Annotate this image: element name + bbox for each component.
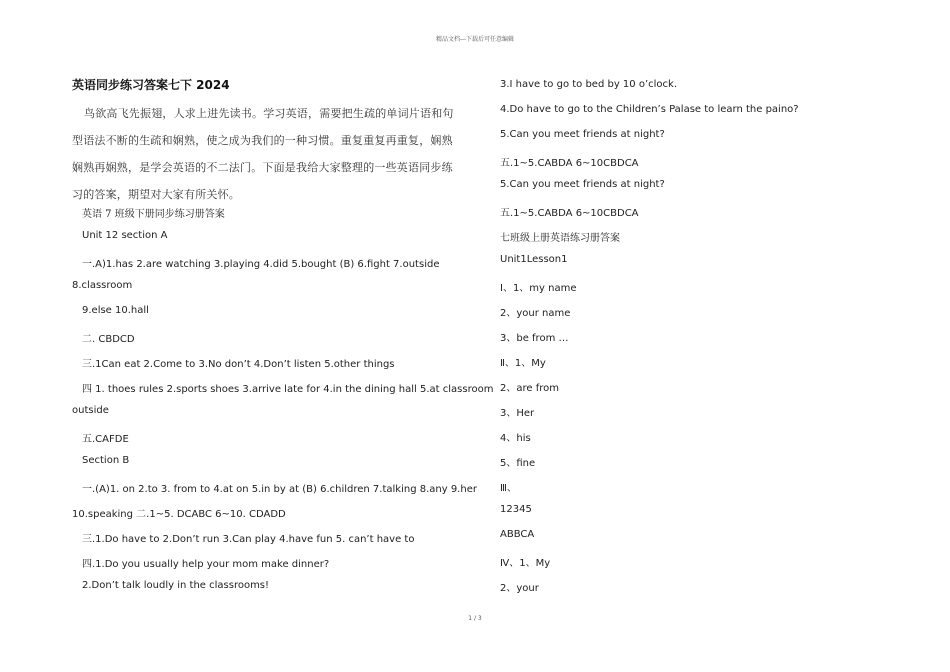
text-line: 4、his <box>500 433 531 444</box>
text-line: Ⅱ、1、My <box>500 358 546 369</box>
text-line: 5.Can you meet friends at night? <box>500 129 665 140</box>
text-line: 2、your <box>500 583 539 594</box>
text-line: 5、fine <box>500 458 536 469</box>
text-line: 2.Don’t talk loudly in the classrooms! <box>82 580 270 591</box>
text-line: 英语 7 班级下册同步练习册答案 <box>82 209 225 220</box>
document-title: 英语同步练习答案七下 2024 <box>72 78 230 92</box>
text-line: outside <box>72 405 109 416</box>
text-line: 四.1.Do you usually help your mom make dinner? <box>82 559 330 570</box>
text-line: 5.Can you meet friends at night? <box>500 179 665 190</box>
text-line: Ⅲ、 <box>500 483 517 494</box>
text-line: 3、be from … <box>500 333 569 344</box>
text-line: Ⅳ、1、My <box>500 558 551 569</box>
text-line: Section B <box>82 455 130 466</box>
intro-paragraph: 鸟欲高飞先振翅，人求上进先读书。学习英语，需要把生疏的单词片语和句型语法不断的生疏和娴熟，使之成为我们的一种习惯。重复重复再重复，娴熟娴熟再娴熟，是学会英语的不二法门。下面是我给大家整理的一些英语同步练习的答案，期望对大家有所关怀。 <box>72 107 454 201</box>
text-line: 12345 <box>500 504 532 515</box>
text-line: 3、Her <box>500 408 535 419</box>
text-line: 2、are from <box>500 383 559 394</box>
text-line: 一.A)1.has 2.are watching 3.playing 4.did 5.bought (B) 6.fight 7.outside <box>82 259 440 270</box>
text-line: 五.1~5.CABDA 6~10CBDCA <box>500 158 639 169</box>
text-line: 一.(A)1. on 2.to 3. from to 4.at on 5.in by at (B) 6.children 7.talking 8.any 9.her <box>82 484 477 495</box>
text-line: 10.speaking 二.1~5. DCABC 6~10. CDADD <box>72 509 286 520</box>
text-line: 4.Do have to go to the Children’s Palase to learn the paino? <box>500 104 799 115</box>
header-note: 精品文档---下载后可任意编辑 <box>435 36 515 43</box>
text-line: 3.I have to go to bed by 10 o’clock. <box>500 79 677 90</box>
text-line: 三.1Can eat 2.Come to 3.No don’t 4.Don’t listen 5.other things <box>82 359 395 370</box>
text-line: 三.1.Do have to 2.Don’t run 3.Can play 4.have fun 5. can’t have to <box>82 534 415 545</box>
text-line: Unit1Lesson1 <box>500 254 568 265</box>
text-line: 五.1~5.CABDA 6~10CBDCA <box>500 208 639 219</box>
text-line: Ⅰ、1、my name <box>500 283 577 294</box>
text-line: ABBCA <box>500 529 535 540</box>
text-line: 五.CAFDE <box>82 434 129 445</box>
text-line: 七班级上册英语练习册答案 <box>500 233 620 244</box>
text-line: Unit 12 section A <box>82 230 168 241</box>
text-line: 二. CBDCD <box>82 334 135 345</box>
page-number: 1 / 3 <box>468 615 482 622</box>
text-line: 2、your name <box>500 308 571 319</box>
text-line: 四 1. thoes rules 2.sports shoes 3.arrive late for 4.in the dining hall 5.at classroom <box>82 384 494 395</box>
text-line: 8.classroom <box>72 280 133 291</box>
text-line: 9.else 10.hall <box>82 305 149 316</box>
